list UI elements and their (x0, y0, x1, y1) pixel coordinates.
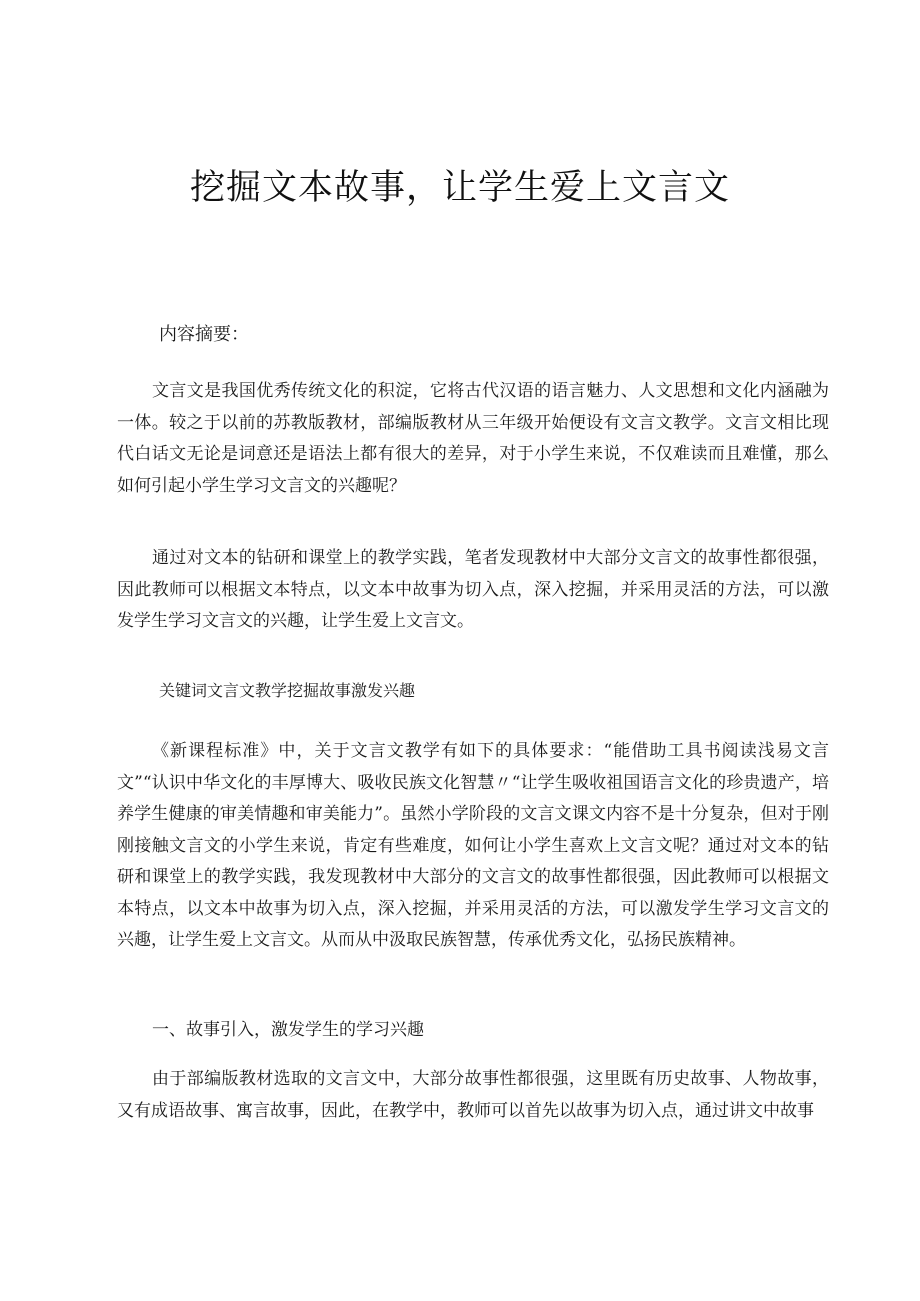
body-paragraph-curriculum: 《新课程标准》中，关于文言文教学有如下的具体要求：“能借助工具书阅读浅易文言文”“认识中华文化的丰厚博大、吸收民族文化智慧〃“让学生吸收祖国语言文化的珍贵遗产，培养学生健康的审美情趣和审美能力”。虽然小学阶段的文言文课文内容不是十分复杂，但对于刚刚接触文言文的小学生来说，肯定有些难度，如何让小学生喜欢上文言文呢？通过对文本的钻研和课堂上的教学实践，我发现教材中大部分的文言文的故事性都很强，因此教师可以根据文本特点，以文本中故事为切入点，深入挖掘，并采用灵活的方法，可以激发学生学习文言文的兴趣，让学生爱上文言文。从而从中汲取民族智慧，传承优秀文化，弘扬民族精神。 (117, 741, 829, 950)
abstract-label: 内容摘要： (159, 324, 249, 345)
keywords-line: 关键词文言文教学挖掘故事激发兴趣 (159, 681, 416, 700)
abstract-paragraph-1: 文言文是我国优秀传统文化的积淀，它将古代汉语的语言魅力、人文思想和文化内涵融为一体。较之于以前的苏教版教材，部编版教材从三年级开始便设有文言文教学。文言文相比现代白话文无论是词意还是语法上都有很大的差异，对于小学生来说，不仅难读而且难懂，那么如何引起小学生学习文言文的兴趣呢？ (117, 381, 829, 496)
document-title: 挖掘文本故事，让学生爱上文言文 (189, 168, 730, 208)
abstract-paragraph-2: 通过对文本的钻研和课堂上的教学实践，笔者发现教材中大部分文言文的故事性都很强，因此教师可以根据文本特点，以文本中故事为切入点，深入挖掘，并采用灵活的方法，可以激发学生学习文言文的兴趣，让学生爱上文言文。 (117, 548, 829, 631)
body-paragraph-section-1: 由于部编版教材选取的文言文中，大部分故事性都很强，这里既有历史故事、人物故事，又有成语故事、寓言故事，因此，在教学中，教师可以首先以故事为切入点，通过讲文中故事 (117, 1069, 829, 1121)
section-heading-1: 一、故事引入，激发学生的学习兴趣 (152, 1020, 424, 1040)
